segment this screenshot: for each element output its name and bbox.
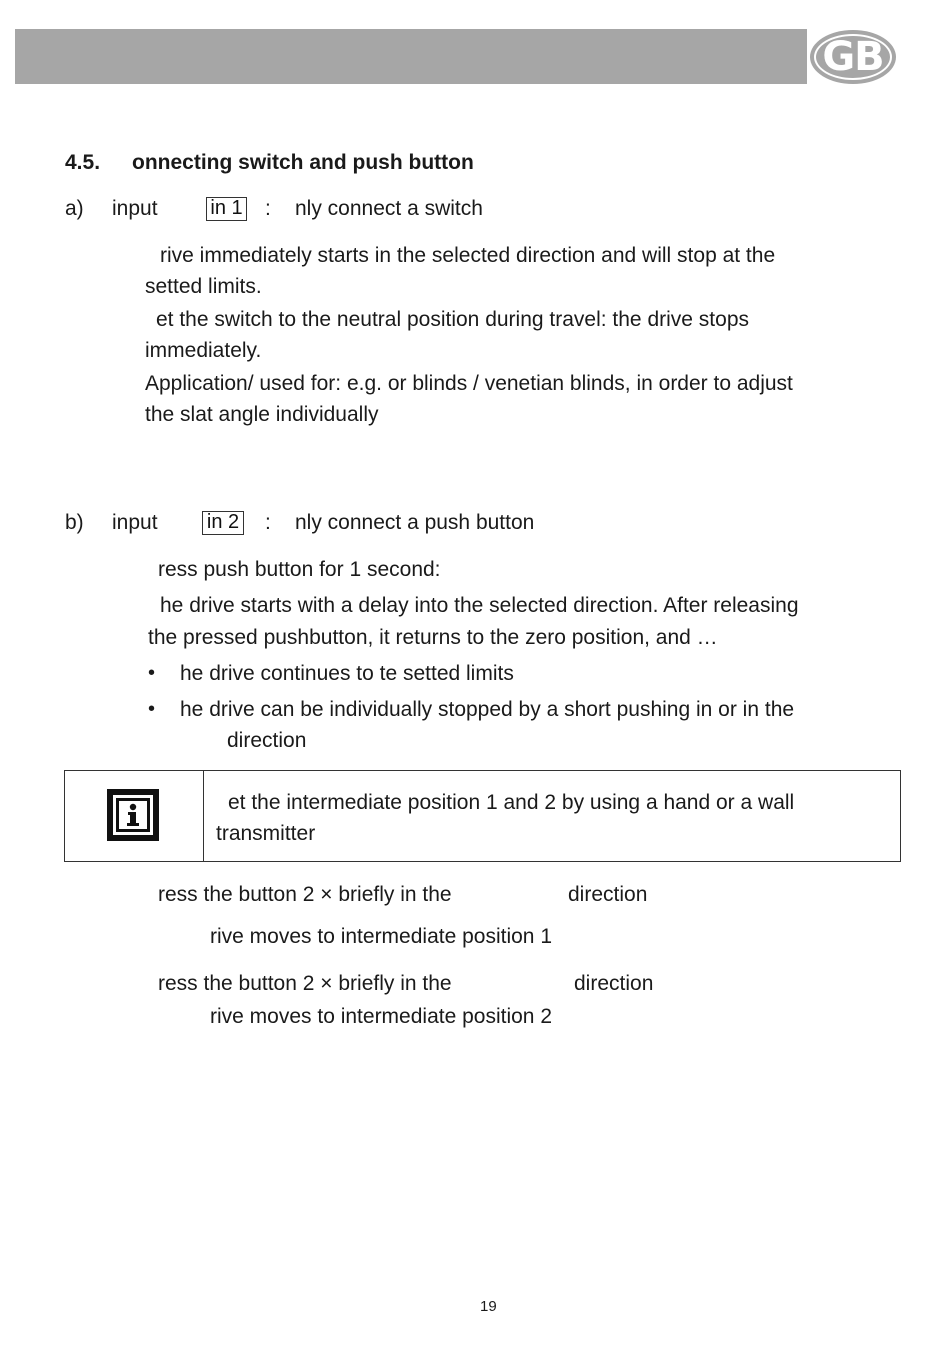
header-bar: [15, 29, 807, 84]
part-b-heading: nly connect a push button: [295, 511, 535, 534]
part-a-line-2: setted limits.: [145, 275, 262, 298]
part-b-input-box: in 2: [202, 511, 244, 535]
section-title: onnecting switch and push button: [132, 151, 474, 174]
part-a-label: a): [65, 197, 84, 220]
step-1-result: rive moves to intermediate position 1: [210, 925, 552, 948]
part-b-label: b): [65, 511, 84, 534]
info-line-2: transmitter: [216, 822, 316, 845]
info-box: [64, 770, 901, 862]
part-b-line-2: the pressed pushbutton, it returns to the zero position, and …: [148, 626, 718, 649]
step-2-result: rive moves to intermediate position 2: [210, 1005, 552, 1028]
part-b-bullet-1: he drive continues to te setted limits: [180, 662, 514, 685]
section-number: 4.5.: [65, 151, 101, 174]
part-b-colon: :: [265, 511, 271, 534]
info-line-1: et the intermediate position 1 and 2 by using a hand or a wall: [228, 791, 795, 814]
info-icon: [107, 789, 159, 841]
bullet-marker: •: [148, 662, 156, 684]
part-a-line-3: et the switch to the neutral position during travel: the drive stops: [156, 308, 749, 331]
part-b-bullet-2-continuation: direction: [227, 729, 307, 752]
part-b-input-word: input: [112, 511, 158, 534]
part-a-line-4: immediately.: [145, 339, 262, 362]
step-2-direction: direction: [574, 972, 654, 995]
part-a-line-6: the slat angle individually: [145, 403, 379, 426]
language-badge: GB: [810, 30, 896, 84]
part-b-press-line: ress push button for 1 second:: [158, 558, 441, 581]
part-a-input-box: in 1: [206, 197, 247, 221]
step-1-direction: direction: [568, 883, 648, 906]
part-a-line-5: Application/ used for: e.g. or blinds / venetian blinds, in order to adjust: [145, 372, 793, 395]
part-a-heading: nly connect a switch: [295, 197, 483, 220]
page-number: 19: [480, 1298, 497, 1315]
part-a-colon: :: [265, 197, 271, 220]
step-1-action: ress the button 2 × briefly in the: [158, 883, 452, 906]
part-a-line-1: rive immediately starts in the selected direction and will stop at the: [160, 244, 776, 267]
part-a-input-word: input: [112, 197, 158, 220]
info-box-divider: [203, 771, 204, 861]
part-b-bullet-2: he drive can be individually stopped by a short pushing in or in the: [180, 698, 795, 721]
part-b-line-1: he drive starts with a delay into the selected direction. After releasing: [160, 594, 799, 617]
step-2-action: ress the button 2 × briefly in the: [158, 972, 452, 995]
bullet-marker: •: [148, 698, 156, 720]
